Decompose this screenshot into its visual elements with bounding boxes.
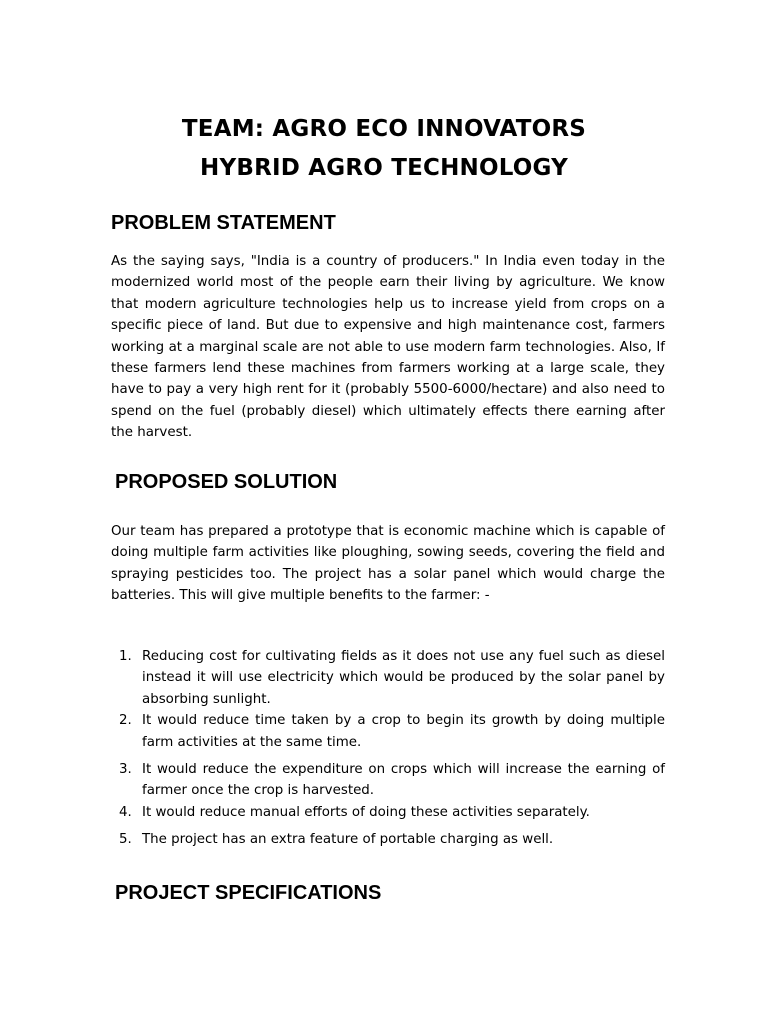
list-item-text: Reducing cost for cultivating fields as it does not use any fuel such as diesel instead it will use electricity which would be produced by the solar panel by absorbing sunlight. bbox=[142, 649, 665, 707]
list-item bbox=[111, 759, 665, 802]
list-item-text: The project has an extra feature of portable charging as well. bbox=[142, 832, 554, 848]
list-item bbox=[111, 829, 665, 850]
list-item-number: 5. bbox=[119, 832, 132, 848]
proposed-solution-heading: PROPOSED SOLUTION bbox=[115, 471, 338, 493]
list-item-number: 4. bbox=[119, 804, 132, 820]
list-item-text: It would reduce time taken by a crop to begin its growth by doing multiple farm activities at the same time. bbox=[142, 713, 665, 750]
list-item-number: 1. bbox=[119, 649, 132, 664]
problem-statement-heading: PROBLEM STATEMENT bbox=[111, 212, 336, 234]
team-title: TEAM: AGRO ECO INNOVATORS bbox=[181, 116, 587, 142]
benefits-list bbox=[111, 646, 665, 851]
list-item-text: It would reduce the expenditure on crops which will increase the earning of farmer once the crop is harvested. bbox=[142, 762, 665, 799]
list-item-number: 2. bbox=[119, 713, 132, 729]
list-item bbox=[111, 646, 665, 710]
project-title: HYBRID AGRO TECHNOLOGY bbox=[200, 155, 568, 181]
list-item-text: It would reduce manual efforts of doing these activities separately. bbox=[142, 804, 590, 820]
list-item bbox=[111, 802, 665, 823]
proposed-solution-paragraph: Our team has prepared a prototype that is economic machine which is capable of doing multiple farm activities like ploughing, sowing seeds, covering the field and spraying pesticides too. The project has a solar panel which would charge the batteries. This will give multiple benefits to the farmer: - bbox=[111, 524, 665, 604]
list-item-number: 3. bbox=[119, 762, 132, 778]
problem-statement-paragraph: As the saying says, "India is a country of producers." In India even today in the modernized world most of the people earn their living by agriculture. We know that modern agriculture technologies help us to increase yield from crops on a specific piece of land. But due to expensive and high maintenance cost, farmers working at a marginal scale are not able to use modern farm technologies. Also, If these farmers lend these machines from farmers working at a large scale, they have to pay a very high rent for it (probably 5500-6000/hectare) and also need to spend on the fuel (probably diesel) which ultimately effects there earning after the harvest. bbox=[111, 254, 665, 441]
list-item bbox=[111, 710, 665, 753]
project-specifications-heading: PROJECT SPECIFICATIONS bbox=[115, 882, 382, 904]
